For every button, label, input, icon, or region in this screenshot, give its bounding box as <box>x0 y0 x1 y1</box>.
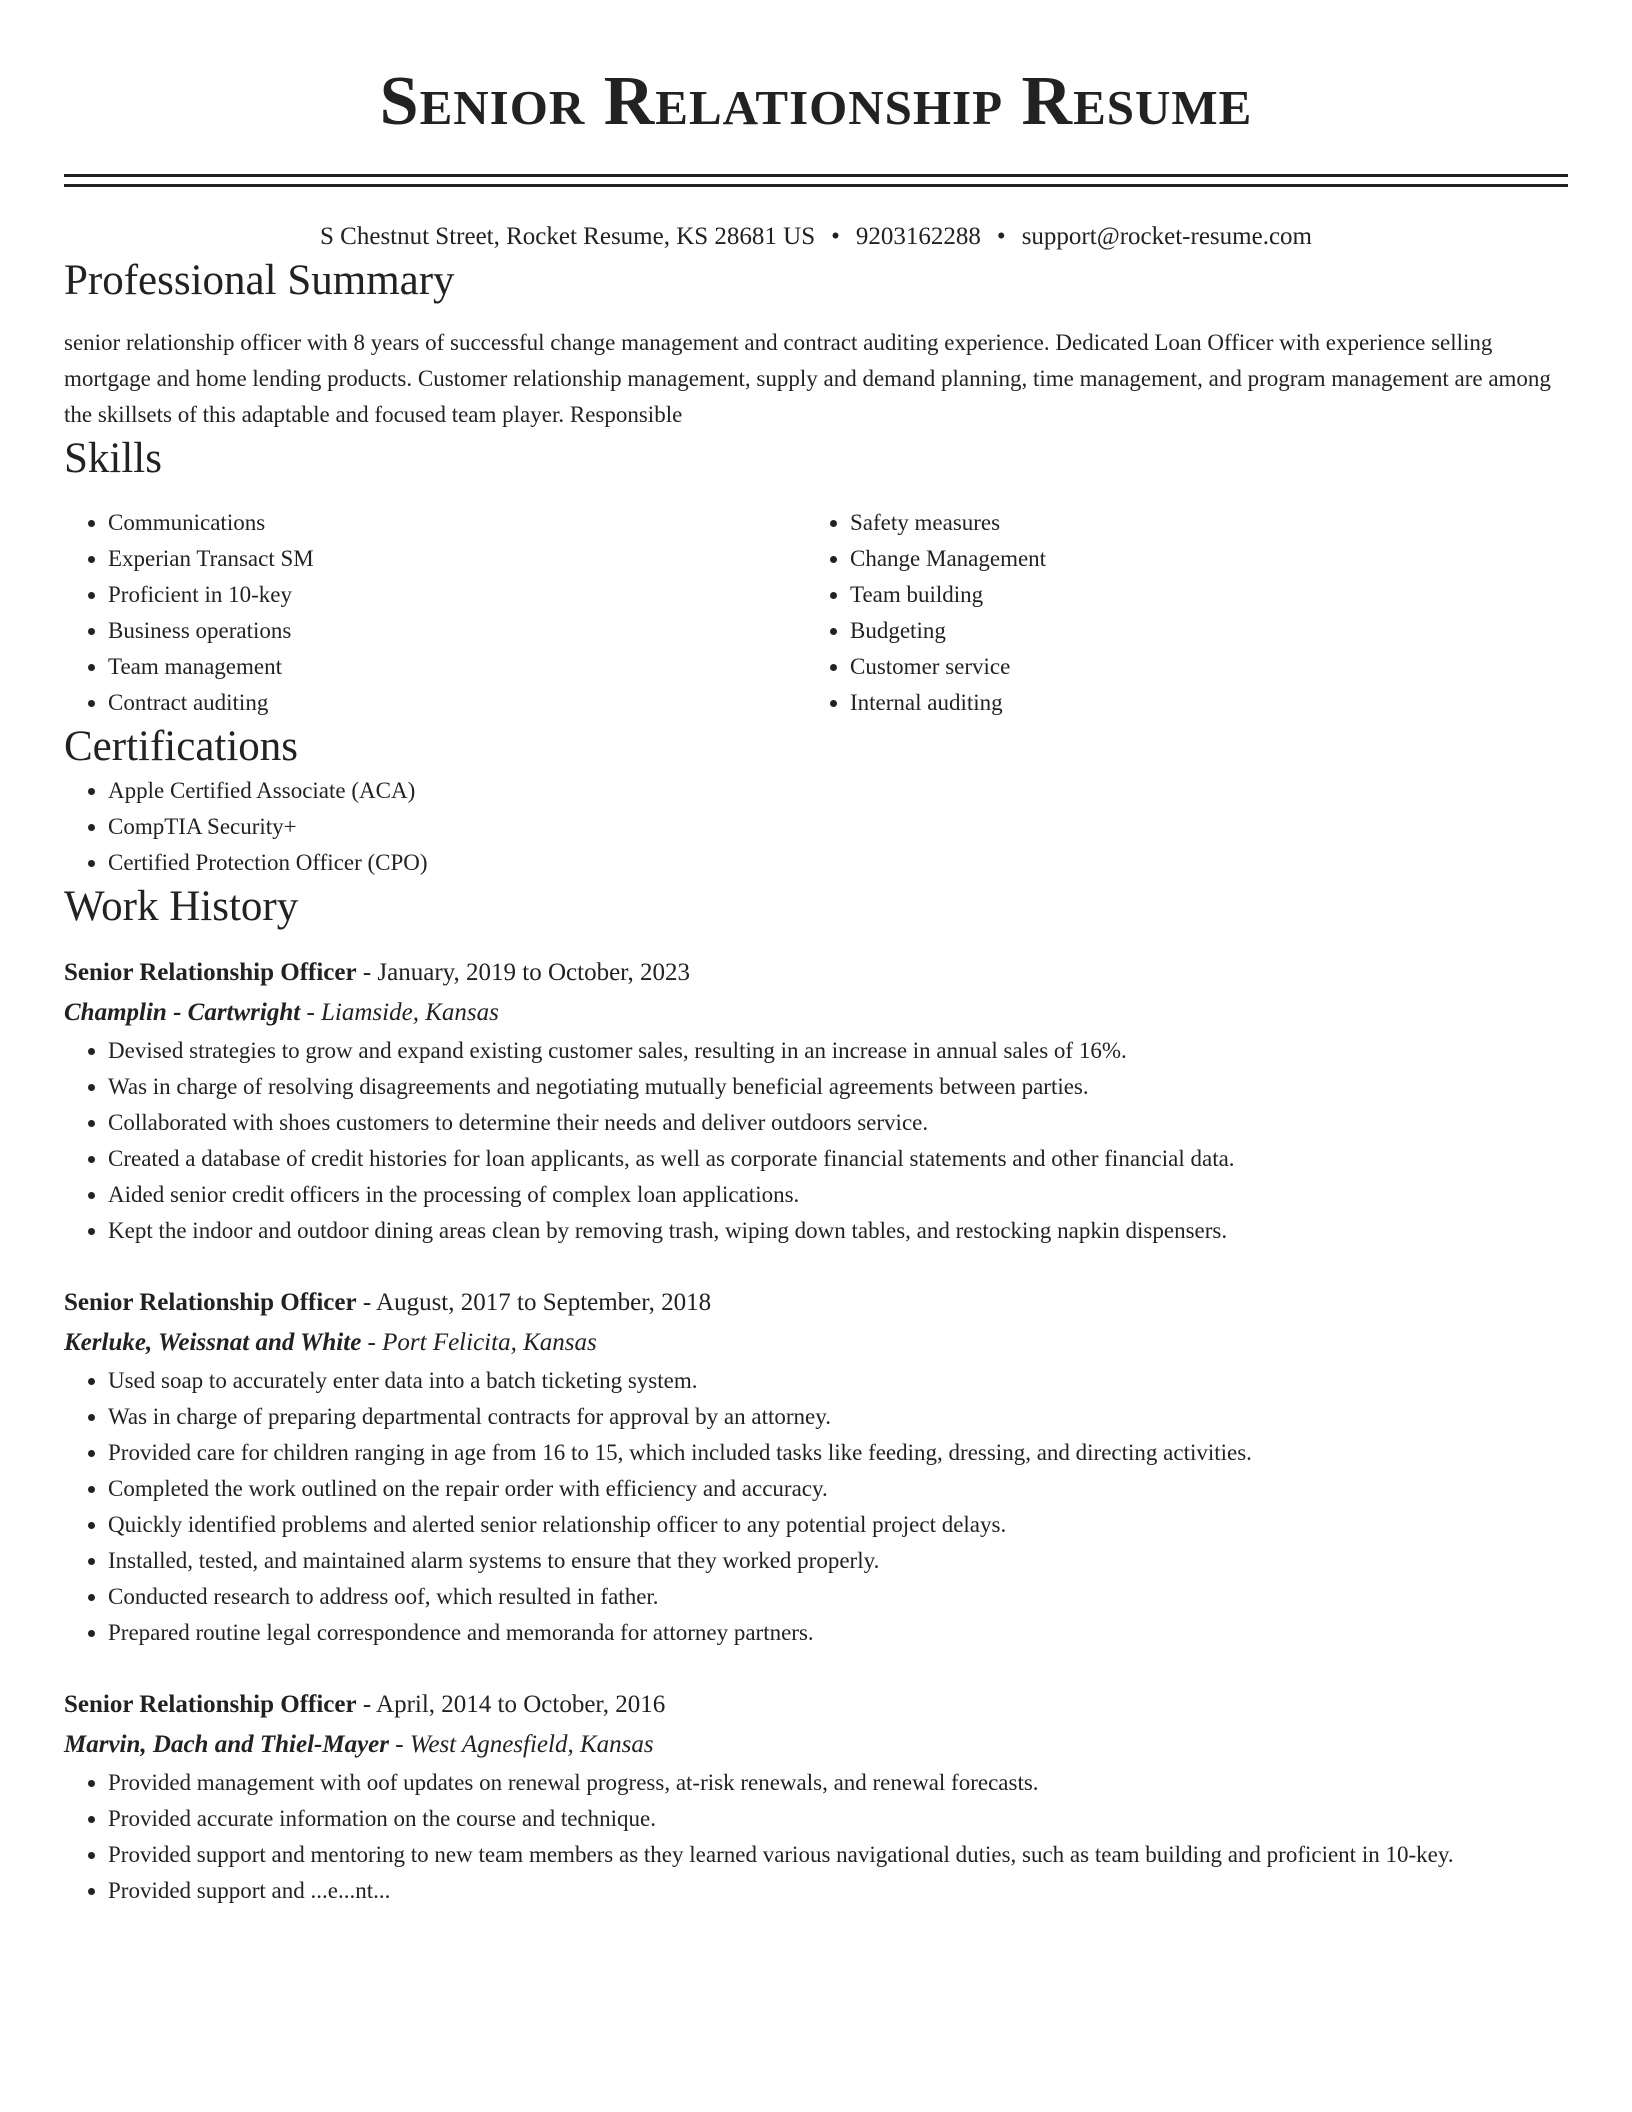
job-company: Marvin, Dach and Thiel-Mayer <box>64 1731 389 1758</box>
job-duty-item: • Was in charge of preparing departmental contracts for approval by an attorney. <box>108 1399 1568 1435</box>
skill-item: • Customer service <box>850 649 1548 685</box>
job-duty-item: • Provided support and mentoring to new team members as they learned various navigational duties, such as team building and proficient in 10-key. <box>108 1837 1568 1873</box>
contact-phone[interactable]: 9203162288 <box>855 223 981 250</box>
summary-text: senior relationship officer with 8 years of successful change management and contract auditing experience. Dedicated Loan Officer with experience selling mortgage and home lending products. Customer relationship management, supply and demand planning, time management, and program management are among the skillsets of this adaptable and focused team player. Responsible <box>64 330 1551 427</box>
resume-title: Senior Relationship Resume <box>379 63 1253 140</box>
job-duty-item: • Prepared routine legal correspondence and memoranda for attorney partners. <box>108 1615 1568 1651</box>
contact-email[interactable]: support@rocket-resume.com <box>1021 223 1312 250</box>
job-duty-item: • Provided care for children ranging in age from 16 to 15, which included tasks like feeding, dressing, and directing activities. <box>108 1435 1568 1471</box>
job-duty-item: • Provided accurate information on the course and technique. <box>108 1801 1568 1837</box>
job-duties-list <box>64 1765 1568 1909</box>
job-duty-item: • Was in charge of resolving disagreements and negotiating mutually beneficial agreements between parties. <box>108 1069 1568 1105</box>
job-duty-item: • Created a database of credit histories for loan applicants, as well as corporate financial statements and other financial data. <box>108 1141 1568 1177</box>
skill-item: • Communications <box>108 505 806 541</box>
contact-address: S Chestnut Street, Rocket Resume, KS 28681 US <box>320 223 816 250</box>
job-location: - Liamside, Kansas <box>300 999 499 1026</box>
skill-item: • Team management <box>108 649 806 685</box>
job-duty-item: • Provided management with oof updates on renewal progress, at-risk renewals, and renewal forecasts. <box>108 1765 1568 1801</box>
skill-item: • Business operations <box>108 613 806 649</box>
job-entry <box>64 1283 1568 1651</box>
summary-heading: Professional Summary <box>64 257 455 304</box>
skills-columns <box>64 505 1568 721</box>
job-duty-item: • Used soap to accurately enter data into a batch ticketing system. <box>108 1363 1568 1399</box>
contact-separator: • <box>831 223 840 250</box>
job-title-line <box>64 1685 1568 1725</box>
job-entry <box>64 953 1568 1249</box>
skill-item: • Budgeting <box>850 613 1548 649</box>
job-duty-item: • Collaborated with shoes customers to determine their needs and deliver outdoors service. <box>108 1105 1568 1141</box>
job-duty-item: • Aided senior credit officers in the processing of complex loan applications. <box>108 1177 1568 1213</box>
job-role: Senior Relationship Officer <box>64 959 357 986</box>
skill-item: • Proficient in 10-key <box>108 577 806 613</box>
title-divider-bottom <box>64 184 1568 187</box>
job-duty-item: • Completed the work outlined on the repair order with efficiency and accuracy. <box>108 1471 1568 1507</box>
skills-column-left <box>64 505 806 721</box>
skill-item: • Change Management <box>850 541 1548 577</box>
job-duty-item: • Quickly identified problems and alerted senior relationship officer to any potential project delays. <box>108 1507 1568 1543</box>
job-duty-item: • Conducted research to address oof, which resulted in father. <box>108 1579 1568 1615</box>
job-company-line <box>64 993 1568 1033</box>
job-company-line <box>64 1323 1568 1363</box>
contact-separator: • <box>996 223 1006 250</box>
job-company: Champlin - Cartwright <box>64 999 301 1026</box>
job-dates: - August, 2017 to September, 2018 <box>356 1289 712 1316</box>
job-entry <box>64 1685 1568 1909</box>
job-role: Senior Relationship Officer <box>64 1289 357 1316</box>
skill-item: • Team building <box>850 577 1548 613</box>
certification-item: • Apple Certified Associate (ACA) <box>108 773 1568 809</box>
job-location: - West Agnesfield, Kansas <box>389 1731 654 1758</box>
job-dates: - April, 2014 to October, 2016 <box>356 1691 666 1718</box>
work-history-heading: Work History <box>64 883 299 930</box>
job-role: Senior Relationship Officer <box>64 1691 357 1718</box>
job-duties-list <box>64 1033 1568 1249</box>
skills-heading: Skills <box>64 435 162 482</box>
skills-column-right <box>806 505 1548 721</box>
skills-list-left <box>64 505 806 721</box>
job-duty-item: • Devised strategies to grow and expand existing customer sales, resulting in an increase in annual sales of 16%. <box>108 1033 1568 1069</box>
certifications-heading: Certifications <box>64 723 299 770</box>
certification-item: • Certified Protection Officer (CPO) <box>108 845 1568 881</box>
skill-item: • Safety measures <box>850 505 1548 541</box>
skill-item: • Internal auditing <box>850 685 1548 721</box>
certifications-list <box>64 773 1568 881</box>
job-dates: - January, 2019 to October, 2023 <box>356 959 690 986</box>
certification-item: • CompTIA Security+ <box>108 809 1568 845</box>
job-company: Kerluke, Weissnat and White <box>64 1329 362 1356</box>
job-title-line <box>64 1283 1568 1323</box>
job-duty-item: • Kept the indoor and outdoor dining areas clean by removing trash, wiping down tables, and restocking napkin dispensers. <box>108 1213 1568 1249</box>
job-title-line <box>64 953 1568 993</box>
job-company-line <box>64 1725 1568 1765</box>
job-duties-list <box>64 1363 1568 1651</box>
skill-item: • Experian Transact SM <box>108 541 806 577</box>
resume-page <box>64 0 1568 1909</box>
job-duty-item: • Provided support and ...e...nt... <box>108 1873 1568 1909</box>
job-location: - Port Felicita, Kansas <box>361 1329 597 1356</box>
skills-list-right <box>806 505 1548 721</box>
title-divider-top <box>64 174 1568 177</box>
skill-item: • Contract auditing <box>108 685 806 721</box>
job-duty-item: • Installed, tested, and maintained alarm systems to ensure that they worked properly. <box>108 1543 1568 1579</box>
contact-line <box>64 219 1568 255</box>
